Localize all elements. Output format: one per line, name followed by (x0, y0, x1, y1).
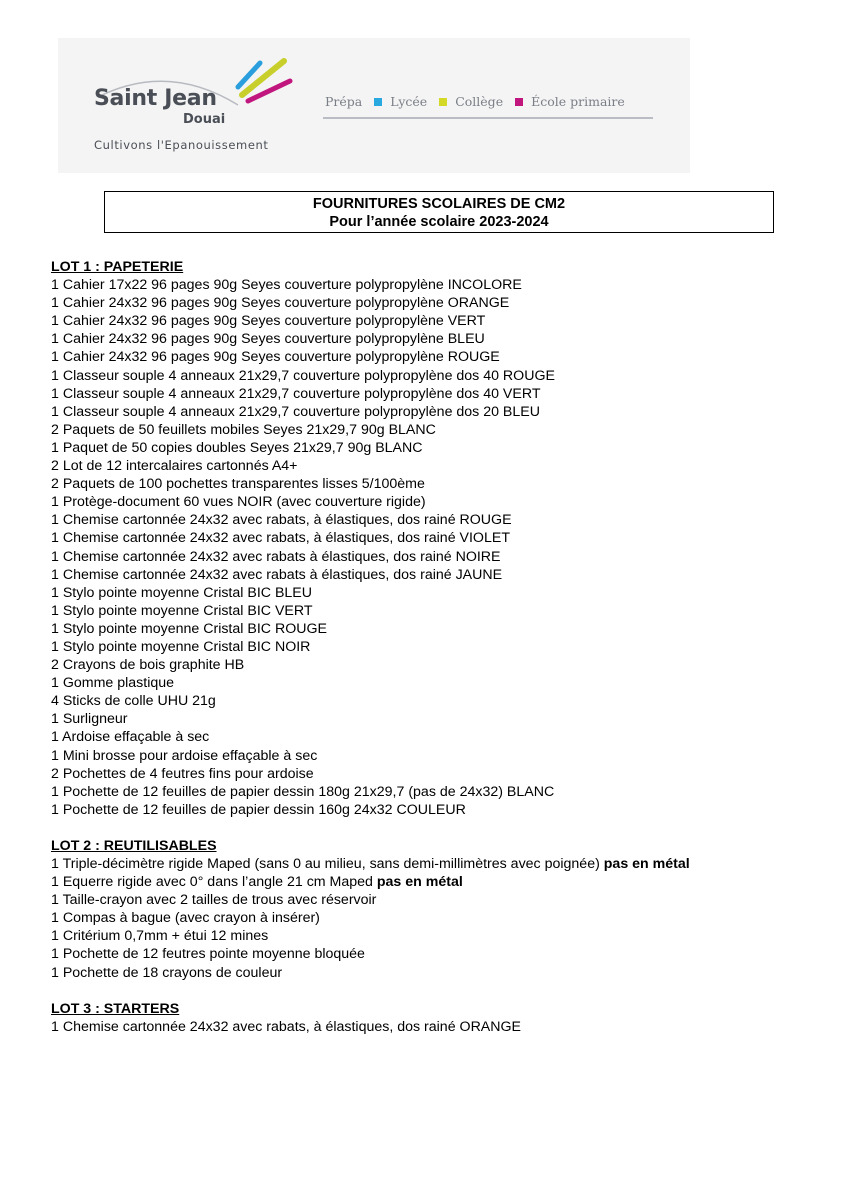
list-item: 1 Stylo pointe moyenne Cristal BIC NOIR (51, 638, 311, 655)
list-item: 1 Paquet de 50 copies doubles Seyes 21x29,7 90g BLANC (51, 439, 423, 456)
level-college: Collège (455, 94, 504, 109)
list-item: 1 Protège-document 60 vues NOIR (avec couverture rigide) (51, 494, 426, 511)
brand-name: Saint Jean (94, 86, 217, 111)
list-item: 1 Cahier 24x32 96 pages 90g Seyes couverture polypropylène ROUGE (51, 349, 500, 366)
list-item: 1 Surligneur (51, 711, 128, 728)
item-text: 1 Triple-décimètre rigide Maped (sans 0 au milieu, sans demi-millimètres avec poignée) (51, 856, 604, 872)
list-item (51, 855, 831, 873)
brand-city: Douai (183, 112, 226, 127)
list-item: 2 Paquets de 100 pochettes transparentes lisses 5/100ème (51, 476, 425, 493)
item-text: 1 Equerre rigide avec 0° dans l’angle 21 cm Maped (51, 874, 377, 891)
list-item: 1 Cahier 17x22 96 pages 90g Seyes couverture polypropylène INCOLORE (51, 277, 522, 294)
document-title: FOURNITURES SCOLAIRES DE CM2 (312, 196, 566, 212)
document-subtitle: Pour l’année scolaire 2023-2024 (329, 214, 549, 230)
list-item: 1 Pochette de 12 feuilles de papier dessin 180g 21x29,7 (pas de 24x32) BLANC (51, 783, 555, 800)
list-item: 1 Taille-crayon avec 2 tailles de trous avec réservoir (51, 892, 377, 909)
brand-tagline: Cultivons l'Epanouissement (94, 138, 269, 152)
list-item: 1 Stylo pointe moyenne Cristal BIC BLEU (51, 584, 313, 601)
list-item: 1 Stylo pointe moyenne Cristal BIC ROUGE (51, 620, 327, 637)
level-prepa: Prépa (325, 94, 363, 109)
list-item: 2 Crayons de bois graphite HB (51, 657, 245, 674)
list-item: 1 Compas à bague (avec crayon à insérer) (51, 910, 320, 927)
level-square-icon (439, 98, 447, 106)
list-item: 4 Sticks de colle UHU 21g (51, 693, 216, 710)
list-item (51, 873, 831, 891)
lot3-list (51, 1018, 831, 1036)
lot1-list (51, 276, 831, 819)
list-item: 1 Cahier 24x32 96 pages 90g Seyes couverture polypropylène ORANGE (51, 295, 510, 312)
section-spacer (51, 819, 831, 837)
list-item: 2 Pochettes de 4 feutres fins pour ardoise (51, 765, 314, 782)
list-item: 1 Gomme plastique (51, 675, 175, 692)
list-item: 1 Chemise cartonnée 24x32 avec rabats à élastiques, dos rainé NOIRE (51, 548, 501, 565)
list-item: 1 Classeur souple 4 anneaux 21x29,7 couverture polypropylène dos 40 VERT (51, 385, 541, 402)
list-item: 2 Paquets de 50 feuillets mobiles Seyes 21x29,7 90g BLANC (51, 421, 436, 438)
list-item: 1 Stylo pointe moyenne Cristal BIC VERT (51, 602, 313, 619)
level-square-icon (374, 98, 382, 106)
list-item: 1 Cahier 24x32 96 pages 90g Seyes couverture polypropylène BLEU (51, 331, 485, 348)
item-emphasis: pas en métal (603, 856, 690, 872)
list-item: 1 Chemise cartonnée 24x32 avec rabats à élastiques, dos rainé JAUNE (51, 566, 503, 583)
list-item: 1 Mini brosse pour ardoise effaçable à sec (51, 747, 318, 764)
list-item: 1 Chemise cartonnée 24x32 avec rabats, à élastiques, dos rainé VIOLET (51, 530, 510, 547)
level-lycee: Lycée (390, 94, 428, 109)
list-item: 1 Classeur souple 4 anneaux 21x29,7 couverture polypropylène dos 20 BLEU (51, 403, 540, 420)
document-title-box (104, 191, 774, 233)
list-item: 1 Critérium 0,7mm + étui 12 mines (51, 928, 269, 945)
lot3-title: LOT 3 : STARTERS (51, 1000, 180, 1017)
list-item: 1 Ardoise effaçable à sec (51, 729, 210, 746)
school-levels (325, 94, 625, 109)
list-item: 1 Chemise cartonnée 24x32 avec rabats, à élastiques, dos rainé ROUGE (51, 512, 512, 529)
list-item: 1 Pochette de 12 feuilles de papier dessin 160g 24x32 COULEUR (51, 801, 466, 818)
supply-list (51, 258, 831, 1036)
lot2-list (51, 855, 831, 982)
level-square-icon (515, 98, 523, 106)
list-item: 1 Cahier 24x32 96 pages 90g Seyes couverture polypropylène VERT (51, 313, 486, 330)
list-item: 1 Pochette de 12 feutres pointe moyenne bloquée (51, 946, 365, 963)
item-emphasis: pas en métal (376, 874, 463, 891)
level-ecole-primaire: École primaire (531, 94, 625, 109)
lot1-title: LOT 1 : PAPETERIE (51, 259, 184, 275)
levels-divider (323, 117, 653, 119)
lot2-title: LOT 2 : REUTILISABLES (51, 837, 217, 854)
list-item: 1 Classeur souple 4 anneaux 21x29,7 couverture polypropylène dos 40 ROUGE (51, 367, 555, 384)
section-spacer (51, 982, 831, 1000)
list-item: 1 Chemise cartonnée 24x32 avec rabats, à élastiques, dos rainé ORANGE (51, 1018, 522, 1035)
list-item: 1 Pochette de 18 crayons de couleur (51, 964, 283, 981)
list-item: 2 Lot de 12 intercalaires cartonnés A4+ (51, 458, 298, 475)
